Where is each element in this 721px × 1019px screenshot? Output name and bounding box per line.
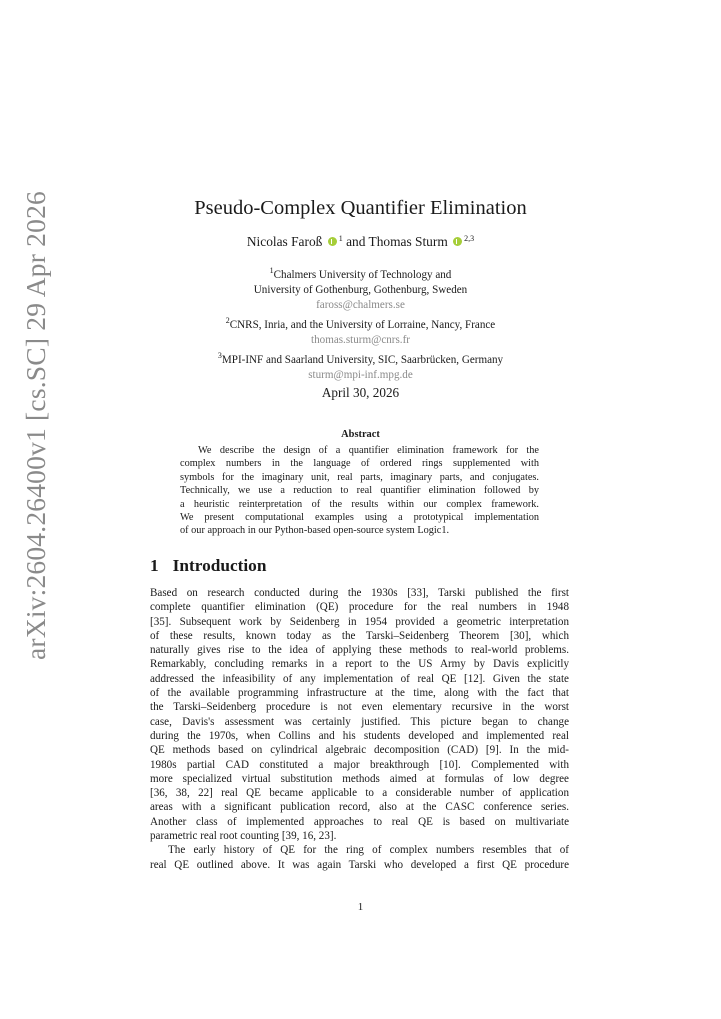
body-line: [35]. Subsequent work by Seidenberg in 1954 provided a geometric interpretation — [150, 615, 569, 628]
affiliations — [0, 263, 721, 383]
body-line: real QE outlined above. It was again Tarski who developed a first QE procedure — [150, 858, 569, 871]
body-line: [36, 38, 22] real QE became applicable to a considerable number of application — [150, 787, 569, 800]
body-line: QE methods based on cylindrical algebraic decomposition (CAD) [9]. In the mid- — [150, 744, 569, 757]
abstract-body — [180, 444, 539, 538]
body-line: the Tarski–Seidenberg procedure is not even elementary recursive in the worst — [150, 701, 569, 714]
abstract-line: a heuristic reinterpretation of the results within our complex framework. — [180, 498, 539, 510]
body-line: The early history of QE for the ring of complex numbers resembles that of — [168, 844, 569, 857]
abstract-line: We present computational examples using a prototypical implementation — [180, 512, 539, 524]
author-name: Nicolas Faroß — [246, 234, 323, 249]
author-conjunction: and — [346, 234, 366, 249]
paper-date: April 30, 2026 — [321, 385, 400, 400]
paper-title: Pseudo-Complex Quantifier Elimination — [194, 197, 527, 219]
abstract-heading: Abstract — [341, 429, 380, 440]
body-line: Another class of implemented approaches to real QE is based on multivariate — [150, 815, 569, 828]
body-line: more specialized virtual substitution methods aimed at formulas of low degree — [150, 772, 569, 785]
body-line: naturally gives rise to the idea of applying these methods to real-world problems. — [150, 644, 569, 657]
affiliation-mark: 2 — [225, 316, 230, 325]
author-name: Thomas Sturm — [368, 234, 448, 249]
body-line: addressed the infeasibility of any implementation of real QE [12]. Given the state — [150, 672, 569, 685]
body-line: Based on research conducted during the 1930s [33], Tarski published the first — [150, 587, 569, 599]
body-line: of the available programming infrastructure at the time, along with the fact that — [150, 687, 569, 700]
author-affiliation-mark: 2,3 — [464, 234, 475, 243]
body-line: during the 1970s, when Collins and his students developed and implemented real — [150, 729, 569, 742]
section-heading — [150, 556, 266, 576]
affiliation-line — [0, 263, 721, 283]
body-line: of these results, known today as the Tarski–Seidenberg Theorem [30], which — [150, 629, 569, 642]
section-number: 1 — [150, 556, 159, 575]
body-line: parametric real root counting [39, 16, 23]. — [150, 830, 337, 843]
affiliation-text: University of Gothenburg, Gothenburg, Sweden — [253, 284, 468, 296]
body-line: Remarkably, concluding remarks in a report to the US Army by Davis explicitly — [150, 658, 569, 671]
body-line: areas with a significant publication record, also at the CASC conference series. — [150, 801, 569, 814]
body-line: 1980s partial CAD constituted a major breakthrough [10]. Complemented with — [150, 758, 569, 771]
affiliation-line — [0, 348, 721, 368]
email-link[interactable]: sturm@mpi-inf.mpg.de — [308, 369, 413, 381]
body-text — [150, 586, 569, 872]
section-title: Introduction — [172, 556, 267, 575]
affiliation-mark: 1 — [269, 266, 274, 275]
author-line — [0, 234, 721, 250]
author-affiliation-mark: 1 — [338, 234, 343, 243]
email-link[interactable]: thomas.sturm@cnrs.fr — [311, 334, 410, 346]
affiliation-mark: 3 — [217, 351, 222, 360]
abstract-line: complex numbers in the language of ordered rings supplemented with — [180, 458, 539, 470]
abstract-line: of our approach in our Python-based open-source system Logic1. — [180, 525, 450, 537]
affiliation-text: Chalmers University of Technology and — [273, 269, 452, 281]
orcid-icon[interactable] — [328, 237, 337, 246]
abstract-line: We describe the design of a quantifier elimination framework for the — [198, 445, 539, 456]
abstract-line: symbols for the imaginary unit, real parts, imaginary parts, and conjugates. — [180, 471, 539, 483]
arxiv-identifier: arXiv:2604.26400v1 [cs.SC] 29 Apr 2026 — [20, 191, 51, 660]
body-line: case, Davis's assessment was certainly justified. This picture began to change — [150, 715, 569, 728]
abstract-line: Technically, we use a reduction to real quantifier elimination followed by — [180, 485, 539, 497]
body-line: complete quantifier elimination (QE) procedure for the real numbers in 1948 — [150, 601, 569, 614]
affiliation-text: MPI-INF and Saarland University, SIC, Saarbrücken, Germany — [221, 354, 504, 366]
email-link[interactable]: faross@chalmers.se — [316, 299, 405, 311]
page-number: 1 — [357, 901, 364, 913]
affiliation-line — [0, 313, 721, 333]
orcid-icon[interactable] — [453, 237, 462, 246]
affiliation-text: CNRS, Inria, and the University of Lorraine, Nancy, France — [229, 319, 496, 331]
affiliation-line — [0, 283, 721, 298]
